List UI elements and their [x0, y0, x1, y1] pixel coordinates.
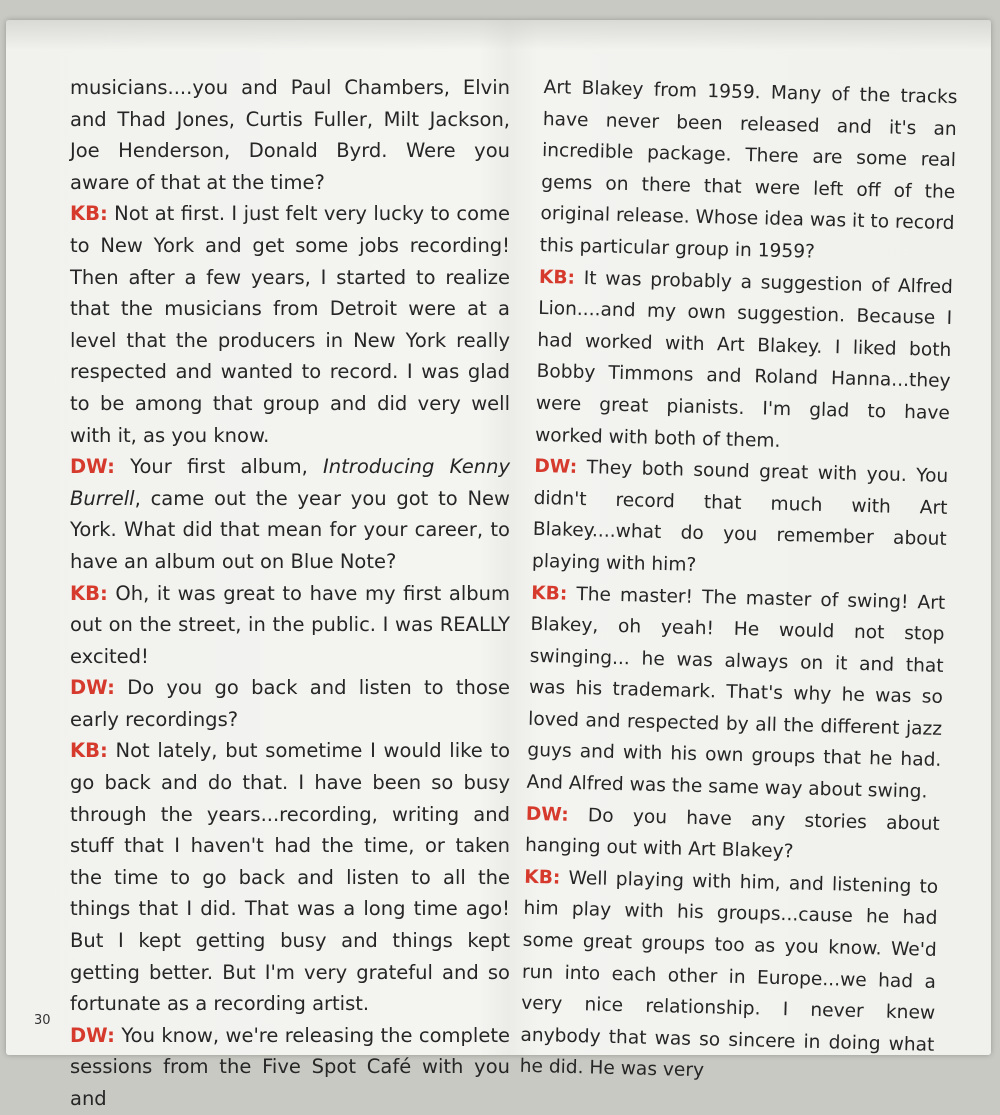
booklet-page	[6, 20, 991, 1110]
right-column	[519, 72, 958, 1093]
paragraph-text: Art Blakey from 1959. Many of the tracks have never been released and it's an incredible package. There are some real gems on there that were left off of the original release. Whose idea was it to record this particular group in 1959?	[539, 76, 958, 263]
paragraph	[70, 1020, 510, 1115]
paragraph	[70, 735, 510, 1019]
speaker-label: DW:	[525, 803, 569, 826]
speaker-label: KB:	[70, 202, 108, 226]
page-shadow	[6, 20, 991, 50]
paragraph-text: They both sound great with you. You didn't record that much with Art Blakey....what do you remember about playing with him?	[531, 457, 949, 576]
speaker-label: KB:	[531, 582, 568, 605]
paragraph-text: Not at first. I just felt very lucky to come to New York and get some jobs recording! Then after a few years, I started to realize that the musicians from Detroit were at a level that the producers in New York really respected and wanted to record. I was glad to be among that group and did very well with it, as you know.	[70, 202, 510, 447]
paragraph-text: , came out the year you got to New York. What did that mean for your career, to have an album out on Blue Note?	[70, 486, 510, 573]
paragraph	[525, 798, 940, 871]
paragraph-text: Well playing with him, and listening to him play with his groups...cause he had some great groups too as you know. We'd run into each other in Europe...we had a very nice relationship. I never knew anybody that was so sincere in doing what he did. He was very	[519, 867, 939, 1082]
paragraph-text: It was probably a suggestion of Alfred Lion....and my own suggestion. Because I had worked with Art Blakey. I liked both Bobby Timmons and Roland Hanna...they were great pianists. I'm glad to have worked with both of them.	[534, 267, 954, 452]
speaker-label: KB:	[524, 866, 561, 889]
paragraph-text: Oh, it was great to have my first album out on the street, in the public. I was REALLY excited!	[70, 581, 510, 668]
paragraph	[70, 72, 510, 198]
speaker-label: KB:	[70, 581, 108, 605]
speaker-label: KB:	[70, 739, 108, 763]
paragraph	[526, 577, 945, 808]
paragraph	[70, 451, 510, 577]
paragraph	[539, 72, 958, 272]
album-title: Introducing Kenny Burrell	[70, 455, 510, 510]
left-column	[70, 72, 510, 1115]
paragraph	[70, 672, 510, 735]
paragraph-text: You know, we're releasing the complete sessions from the Five Spot Café with you and	[70, 1023, 510, 1110]
paragraph	[532, 451, 949, 587]
paragraph	[519, 862, 938, 1093]
paragraph-text: Your first album,	[114, 455, 324, 479]
paragraph-text: Not lately, but sometime I would like to go back and do that. I have been so busy through the years...recording, writing and stuff that I haven't had the time, or taken the time to go back and listen to all the things that I did. That was a long time ago! But I kept getting busy and things kept getting better. But I'm very grateful and so fortunate as a recording artist.	[70, 739, 510, 1016]
paragraph-text: musicians....you and Paul Chambers, Elvin and Thad Jones, Curtis Fuller, Milt Jackson, Joe Henderson, Donald Byrd. Were you aware of that at the time?	[70, 76, 510, 194]
speaker-label: DW:	[70, 676, 115, 700]
speaker-label: KB:	[538, 266, 576, 289]
paragraph-text: The master! The master of swing! Art Blakey, oh yeah! He would not stop swinging... he was always on it and that was his trademark. That's why he was so loved and respected by all the different jazz guys and with his own groups that he had. And Alfred was the same way about swing.	[526, 583, 946, 803]
paragraph	[70, 198, 510, 451]
paragraph	[70, 578, 510, 673]
paragraph-text: Do you have any stories about hanging out with Art Blakey?	[524, 804, 941, 863]
paragraph	[535, 262, 954, 462]
speaker-label: DW:	[534, 456, 578, 479]
speaker-label: DW:	[70, 1023, 115, 1047]
page-number: 30	[34, 1013, 51, 1028]
paragraph-text: Do you go back and listen to those early recordings?	[70, 676, 510, 731]
speaker-label: DW:	[70, 455, 115, 479]
